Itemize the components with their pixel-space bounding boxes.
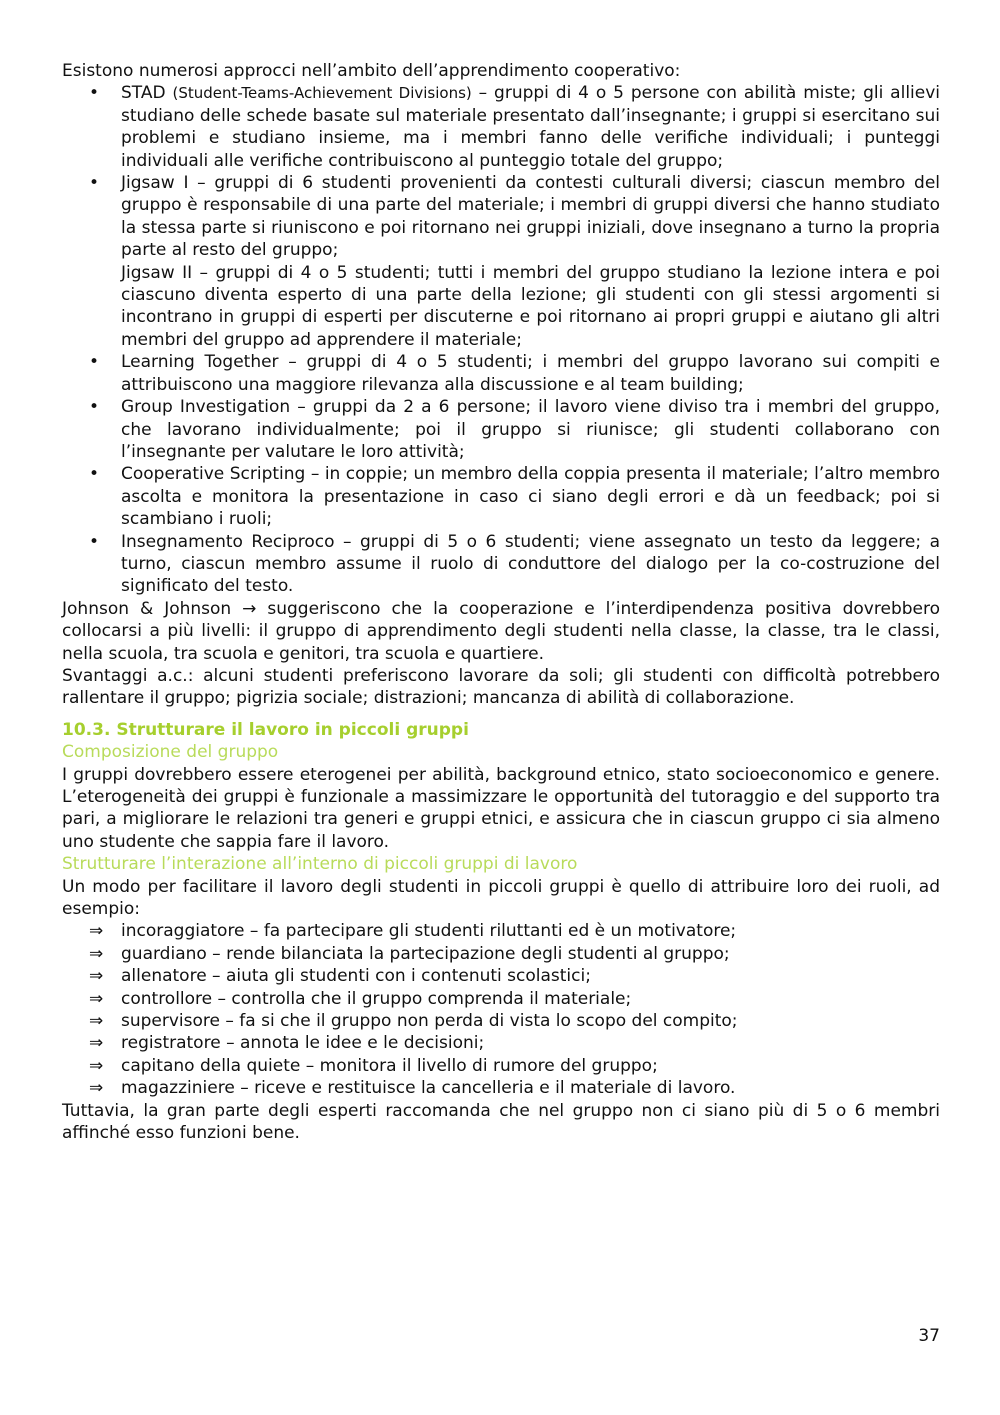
subheading-interazione: Strutturare l’interazione all’interno di piccoli gruppi di lavoro bbox=[62, 854, 578, 875]
list-item-cooperative-scripting bbox=[62, 463, 940, 530]
arrow-icon: ⇒ bbox=[89, 988, 104, 1009]
stad-text: – gruppi di 4 o 5 persone con abilità miste; gli allievi studiano delle schede basate sul materiale presentato dall’insegnante; i gruppi si esercitano sui problemi e studiano insieme, ma i membri fanno delle verifiche individuali; i punteggi individuali alle verifiche contribuiscono al punteggio totale del gruppo; bbox=[121, 83, 941, 171]
subheading-composizione: Composizione del gruppo bbox=[62, 742, 279, 763]
johnson-paragraph: Johnson & Johnson → suggeriscono che la cooperazione e l’interdipendenza positiva dovrebbero collocarsi a più livelli: il gruppo di apprendimento degli studenti nella classe, la classe, tra le classi, nella scuola, tra scuola e genitori, tra scuola e quartiere. bbox=[62, 598, 940, 664]
insegnamento-reciproco-text: Insegnamento Reciproco – gruppi di 5 o 6 studenti; viene assegnato un testo da leggere; a turno, ciascun membro assume il ruolo di conduttore del dialogo per la co-costruzione del significato del testo. bbox=[121, 531, 940, 597]
section-heading: 10.3. Strutturare il lavoro in piccoli gruppi bbox=[62, 719, 469, 740]
arrow-icon: ⇒ bbox=[89, 1055, 104, 1076]
bullet-icon: • bbox=[89, 531, 100, 552]
arrow-icon: ⇒ bbox=[89, 943, 104, 964]
learning-together-text: Learning Together – gruppi di 4 o 5 studenti; i membri del gruppo lavorano sui compiti e attribuiscono una maggiore rilevanza alla discussione e al team building; bbox=[121, 352, 940, 395]
list-item-group-investigation bbox=[62, 396, 940, 463]
role-item bbox=[62, 920, 940, 942]
role-text: controllore – controlla che il gruppo comprenda il materiale; bbox=[121, 988, 632, 1009]
role-item bbox=[62, 943, 940, 965]
bullet-icon: • bbox=[89, 352, 100, 373]
role-item bbox=[62, 965, 940, 987]
role-item bbox=[62, 1055, 940, 1077]
role-item bbox=[62, 1077, 940, 1099]
bullet-icon: • bbox=[89, 397, 100, 418]
stad-expansion: (Student-Teams-Achievement Divisions) bbox=[172, 84, 472, 103]
list-item-stad bbox=[62, 82, 940, 172]
role-text: allenatore – aiuta gli studenti con i contenuti scolastici; bbox=[121, 966, 591, 987]
arrow-icon: ⇒ bbox=[89, 1011, 104, 1032]
intro-paragraph: Esistono numerosi approcci nell’ambito dell’apprendimento cooperativo: bbox=[62, 61, 681, 81]
bullet-icon: • bbox=[89, 83, 100, 104]
list-item-insegnamento-reciproco bbox=[62, 531, 940, 598]
arrow-icon: ⇒ bbox=[89, 921, 104, 942]
bullet-icon: • bbox=[89, 173, 100, 194]
document-page bbox=[62, 60, 940, 1145]
role-text: capitano della quiete – monitora il livello di rumore del gruppo; bbox=[121, 1055, 658, 1076]
role-text: guardiano – rende bilanciata la partecipazione degli studenti al gruppo; bbox=[121, 943, 730, 964]
jigsaw-2-text: Jigsaw II – gruppi di 4 o 5 studenti; tutti i membri del gruppo studiano la lezione intera e poi ciascuno diventa esperto di una parte della lezione; gli studenti con gli stessi argomenti si incontrano in gruppi di esperti per discuterne e poi ritornano ai propri gruppi e aiutano gli altri membri del gruppo ad apprendere il materiale; bbox=[121, 262, 940, 350]
role-text: supervisore – fa si che il gruppo non perda di vista lo scopo del compito; bbox=[121, 1011, 738, 1032]
approaches-list bbox=[62, 82, 940, 597]
composizione-paragraph: I gruppi dovrebbero essere eterogenei per abilità, background etnico, stato socioeconomico e genere. L’eterogeneità dei gruppi è funzionale a massimizzare le opportunità del tutoraggio e del supporto tra pari, a migliorare le relazioni tra generi e gruppi etnici, e assicura che in ciascun gruppo ci sia almeno uno studente che sappia fare il lavoro. bbox=[62, 764, 940, 852]
svantaggi-paragraph: Svantaggi a.c.: alcuni studenti preferiscono lavorare da soli; gli studenti con difficoltà potrebbero rallentare il gruppo; pigrizia sociale; distrazioni; mancanza di abilità di collaborazione. bbox=[62, 665, 940, 709]
arrow-icon: ⇒ bbox=[89, 1033, 104, 1054]
arrow-icon: ⇒ bbox=[89, 966, 104, 987]
arrow-icon: ⇒ bbox=[89, 1078, 104, 1099]
role-text: registratore – annota le idee e le decisioni; bbox=[121, 1033, 485, 1054]
jigsaw-1-text: Jigsaw I – gruppi di 6 studenti provenienti da contesti culturali diversi; ciascun membro del gruppo è responsabile di una parte del materiale; i membri di gruppi diversi che hanno studiato la stessa parte si riuniscono e poi ritornano nei gruppi iniziali, dove insegnano a turno la propria parte al resto del gruppo; bbox=[121, 173, 940, 261]
bullet-icon: • bbox=[89, 464, 100, 485]
role-text: magazziniere – riceve e restituisce la cancelleria e il materiale di lavoro. bbox=[121, 1078, 736, 1099]
cooperative-scripting-text: Cooperative Scripting – in coppie; un membro della coppia presenta il materiale; l’altro membro ascolta e monitora la presentazione in caso ci siano degli errori e dà un feedback; poi si scambiano i ruoli; bbox=[121, 464, 940, 530]
roles-intro-paragraph: Un modo per facilitare il lavoro degli studenti in piccoli gruppi è quello di attribuire loro dei ruoli, ad esempio: bbox=[62, 876, 940, 920]
role-item bbox=[62, 1010, 940, 1032]
role-item bbox=[62, 1032, 940, 1054]
role-item bbox=[62, 988, 940, 1010]
roles-list bbox=[62, 920, 940, 1099]
role-text: incoraggiatore – fa partecipare gli studenti riluttanti ed è un motivatore; bbox=[121, 921, 737, 942]
stad-name: STAD bbox=[121, 83, 166, 104]
list-item-learning-together bbox=[62, 351, 940, 396]
list-item-jigsaw bbox=[62, 172, 940, 351]
group-investigation-text: Group Investigation – gruppi da 2 a 6 persone; il lavoro viene diviso tra i membri del gruppo, che lavorano individualmente; poi il gruppo si riunisce; gli studenti collaborano con l’insegnante per valutare le loro attività; bbox=[121, 397, 940, 462]
closing-paragraph: Tuttavia, la gran parte degli esperti raccomanda che nel gruppo non ci siano più di 5 o 6 membri affinché esso funzioni bene. bbox=[62, 1100, 940, 1144]
page-number: 37 bbox=[918, 1326, 940, 1346]
